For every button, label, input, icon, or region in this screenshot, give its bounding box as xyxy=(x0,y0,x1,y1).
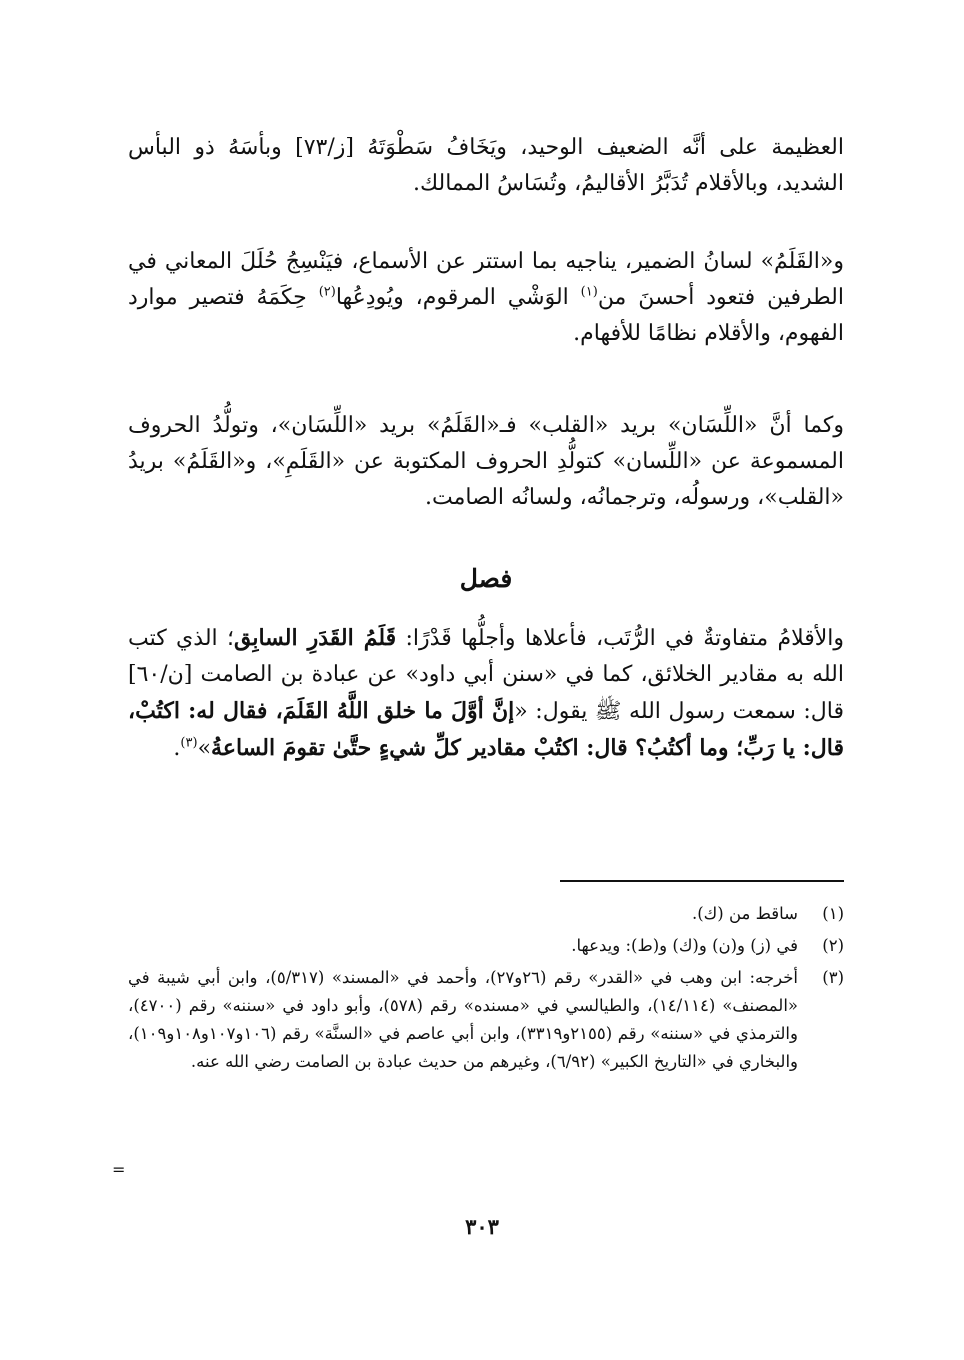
footnote-3 xyxy=(128,964,844,1076)
paragraph-4 xyxy=(128,620,844,767)
footnote-1-text: ساقط من (ك). xyxy=(691,904,798,923)
section-title: فصل xyxy=(459,564,513,593)
footnote-1-number: (١) xyxy=(822,904,844,923)
paragraph-4-intro: والأقلامُ متفاوتةٌ في الرُّتَب، فأعلاها وأجلُّها قَدْرًا: xyxy=(396,626,844,651)
paragraph-4-text-b: » xyxy=(197,736,212,761)
footnote-3-text: أخرجه: ابن وهب في «القدر» رقم (٢٦و٢٧)، وأحمد في «المسند» (٥/٣١٧)، وابن أبي شيبة في «المصنف» (١٤/١١٤)، والطيالسي في «مسنده» رقم (٥٧٨)، وأبو داود في «سننه» رقم (٤٧٠٠)، والترمذي في «سننه» رقم (٢١٥٥و٣٣١٩)، وابن أبي عاصم في «السنَّة» رقم (١٠٦و١٠٧و١٠٨و١٠٩)، والبخاري في «التاريخ الكبير» (٦/٩٢)، وغيرهم من حديث عبادة بن الصامت رضي الله عنه. xyxy=(128,968,798,1071)
footnote-ref-1[interactable]: (١) xyxy=(580,284,598,300)
footnote-ref-3[interactable]: (٣) xyxy=(180,735,198,751)
paragraph-2-text-before: و«القَلَمُ» لسانُ الضمير، يناجيه بما استتر عن الأسماع، فيَنْسِجُ حُلَلَ المعاني في الطرفين فتعود أحسنَ من xyxy=(128,249,844,310)
paragraph-3-text: وكما أنَّ «اللِّسَان» بريد «القلب» فـ«القَلَمُ» بريد «اللِّسَان»، وتولُّدُ الحروف المسموعة عن «اللِّسان» كتولُّدِ الحروف المكتوبة عن «القَلَمِ»، و«القَلَمُ» بريدُ «القلب»، ورسولُه، وترجمانُه، ولسانُه الصامت. xyxy=(128,413,844,510)
footnote-divider xyxy=(560,880,844,882)
paragraph-4-hadith-quote: إنَّ أوَّلَ ما خلق اللَّهُ القَلَمَ، فقال له: اكتُبْ، قال: يا رَبِّ؛ وما أكتُبُ؟ قال: اكتُبْ مقادير كلِّ شيءٍ حتَّىٰ تقومَ الساعةُ xyxy=(128,698,844,761)
paragraph-2-text-middle: الوَشْي المرقوم، ويُودِعُها xyxy=(335,285,581,310)
paragraph-4-text-a: ؛ الذي كتب الله به مقادير الخلائق، كما في «سنن أبي داود» عن عبادة بن الصامت [ن/٦٠] قال: سمعت رسول الله ﷺ يقول: « xyxy=(128,626,844,724)
continuation-mark: = xyxy=(112,1160,126,1179)
footnote-2-number: (٢) xyxy=(822,936,844,955)
footnote-ref-2[interactable]: (٢) xyxy=(318,284,336,300)
paragraph-1-text: العظيمة على أنَّه الضعيف الوحيد، ويَخَافُ سَطْوَتَهُ [ز/٧٣] وبأسَهُ ذو البأس الشديد، وبالأقلام تُدَبَّرُ الأقاليمُ، وتُسَاسُ الممالك. xyxy=(128,135,844,196)
paragraph-2 xyxy=(128,244,844,352)
paragraph-3 xyxy=(128,408,844,516)
footnote-3-number: (٣) xyxy=(822,968,844,987)
footnote-1 xyxy=(128,900,844,928)
paragraph-4-text-end: . xyxy=(173,736,181,761)
footnote-2 xyxy=(128,932,844,960)
paragraph-2-text-after: حِكَمَهُ فتصير موارد الفهوم، والأقلام نظامًا للأفهام. xyxy=(128,285,844,346)
footnotes xyxy=(128,900,844,1080)
footnote-2-text: في (ز) و(ن) و(ك) و(ط): ويدعها. xyxy=(571,936,798,955)
paragraph-4-bold-term: قَلَمُ القَدَرِ السابِق xyxy=(233,625,397,651)
page-number: ٣٠٣ xyxy=(465,1214,499,1239)
paragraph-1 xyxy=(128,130,844,202)
